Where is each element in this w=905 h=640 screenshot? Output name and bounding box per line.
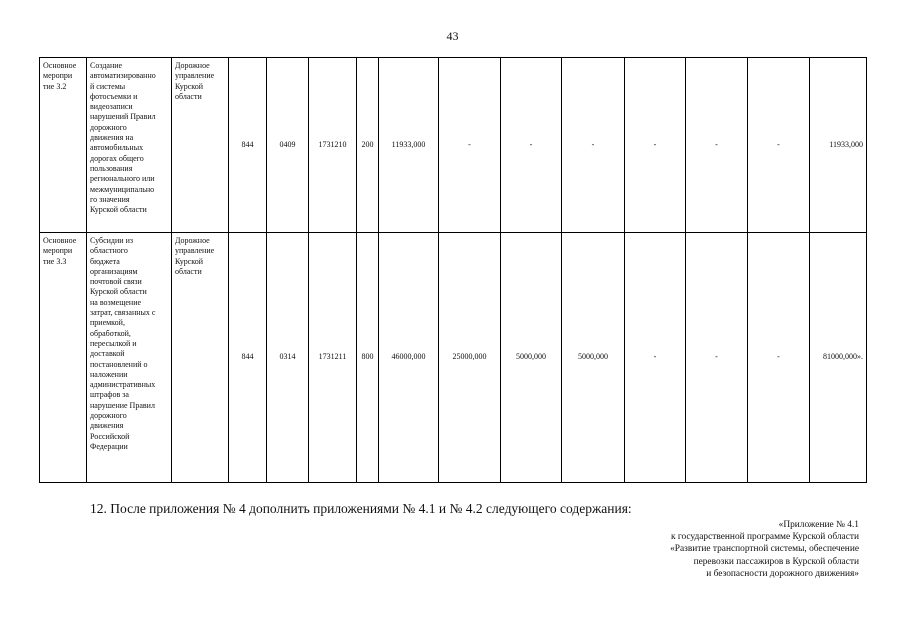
program-table — [39, 57, 867, 483]
csr-cell: 1731210 — [309, 58, 357, 233]
csr-cell: 1731211 — [309, 233, 357, 483]
total-cell: 11933,000 — [810, 58, 867, 233]
table-row — [40, 233, 867, 483]
amendment-paragraph: 12. После приложения № 4 дополнить приложениями № 4.1 и № 4.2 следующего содержания: — [90, 501, 632, 516]
grbs-cell: 844 — [229, 58, 267, 233]
year-4-cell: - — [562, 58, 625, 233]
vr-cell: 800 — [357, 233, 379, 483]
appendix-header — [670, 519, 859, 580]
appendix-line: к государственной программе Курской области — [670, 532, 859, 543]
rzpr-cell: 0409 — [267, 58, 309, 233]
year-1-cell: 46000,000 — [379, 233, 439, 483]
year-6-cell: - — [686, 233, 748, 483]
year-5-cell: - — [625, 233, 686, 483]
total-cell: 81000,000». — [810, 233, 867, 483]
event-name-cell: Субсидии из областного бюджета организациям почтовой связи Курской области на возмещение затрат, связанных с приемкой, обработкой, пересылкой и доставкой постановлений о наложении административных штрафов за нарушение Правил дорожного движения Российской Федерации — [87, 233, 172, 483]
appendix-line: «Развитие транспортной системы, обеспечение — [670, 544, 859, 555]
year-1-cell: 11933,000 — [379, 58, 439, 233]
year-3-cell: 5000,000 — [501, 233, 562, 483]
status-cell: Основное меропри тие 3.2 — [40, 58, 87, 233]
year-3-cell: - — [501, 58, 562, 233]
year-7-cell: - — [748, 58, 810, 233]
status-cell: Основное меропри тие 3.3 — [40, 233, 87, 483]
vr-cell: 200 — [357, 58, 379, 233]
appendix-line: «Приложение № 4.1 — [778, 520, 859, 530]
executor-cell: Дорожное управление Курской области — [172, 58, 229, 233]
page-number: 43 — [446, 29, 459, 43]
executor-cell: Дорожное управление Курской области — [172, 233, 229, 483]
appendix-line: и безопасности дорожного движения» — [706, 568, 859, 579]
year-2-cell: - — [439, 58, 501, 233]
year-7-cell: - — [748, 233, 810, 483]
appendix-line: перевозки пассажиров в Курской области — [693, 556, 859, 567]
table-body — [40, 58, 867, 483]
year-2-cell: 25000,000 — [439, 233, 501, 483]
table-row — [40, 58, 867, 233]
year-6-cell: - — [686, 58, 748, 233]
rzpr-cell: 0314 — [267, 233, 309, 483]
year-5-cell: - — [625, 58, 686, 233]
grbs-cell: 844 — [229, 233, 267, 483]
event-name-cell: Создание автоматизированно й системы фотосъемки и видеозаписи нарушений Правил дорожного движения на автомобильных дорогах общего пользования регионального или межмуниципально го значения Курской области — [87, 58, 172, 233]
year-4-cell: 5000,000 — [562, 233, 625, 483]
